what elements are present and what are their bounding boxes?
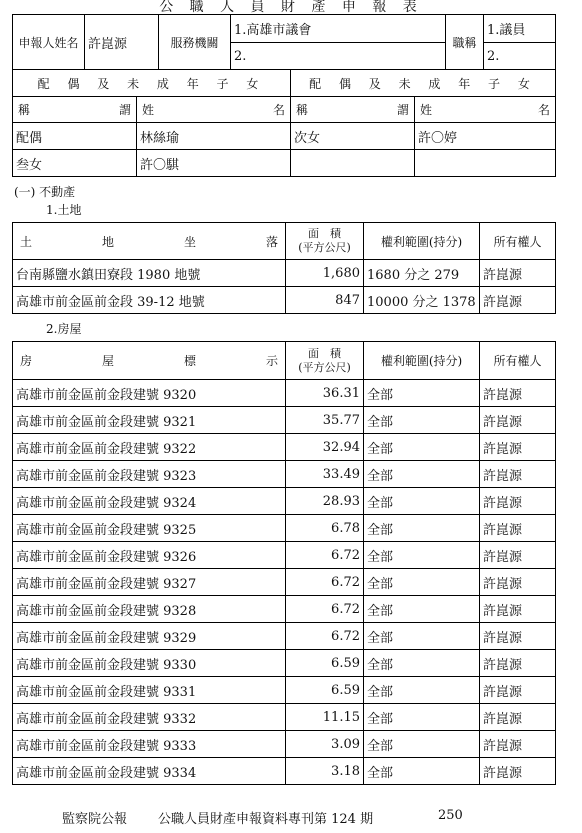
- family-name: [415, 150, 556, 177]
- col-relation-a: 稱: [18, 103, 31, 117]
- building-row: [13, 623, 556, 650]
- building-share: 全部: [364, 596, 480, 623]
- family-row: [13, 150, 556, 177]
- land-table: [12, 222, 556, 314]
- real-estate-heading: (一) 不動產: [14, 185, 76, 199]
- building-location: 高雄市前金區前金段建號 9329: [13, 623, 286, 650]
- building-area: 11.15: [286, 704, 364, 731]
- building-area: 32.94: [286, 434, 364, 461]
- building-share: 全部: [364, 515, 480, 542]
- declarant-name-label: 申報人姓名: [13, 15, 85, 70]
- family-relation: 次女: [291, 123, 415, 150]
- building-row: [13, 704, 556, 731]
- building-table: [12, 341, 556, 785]
- building-share: 全部: [364, 704, 480, 731]
- building-col-area-unit: (平方公尺): [298, 360, 351, 374]
- land-row: [13, 260, 556, 287]
- land-owner: 許崑源: [480, 260, 556, 287]
- land-col-loc-4: 落: [265, 234, 278, 249]
- building-area: 6.72: [286, 623, 364, 650]
- building-owner: 許崑源: [480, 407, 556, 434]
- family-name: 林絲瑜: [137, 123, 291, 150]
- family-section-label-left: 配 偶 及 未 成 年 子 女: [13, 70, 291, 97]
- building-share: 全部: [364, 650, 480, 677]
- building-row: [13, 731, 556, 758]
- building-row: [13, 650, 556, 677]
- building-area: 6.59: [286, 650, 364, 677]
- building-owner: 許崑源: [480, 461, 556, 488]
- building-location: 高雄市前金區前金段建號 9334: [13, 758, 286, 785]
- building-row: [13, 461, 556, 488]
- position-label: 職稱: [446, 15, 484, 70]
- land-area: 1,680: [286, 260, 364, 287]
- building-share: 全部: [364, 488, 480, 515]
- position-2: 2.: [484, 43, 556, 70]
- building-location: 高雄市前金區前金段建號 9327: [13, 569, 286, 596]
- land-row: [13, 287, 556, 314]
- building-location: 高雄市前金區前金段建號 9323: [13, 461, 286, 488]
- agency-label: 服務機關: [159, 15, 231, 70]
- building-row: [13, 677, 556, 704]
- building-share: 全部: [364, 434, 480, 461]
- building-area: 6.72: [286, 542, 364, 569]
- building-location: 高雄市前金區前金段建號 9332: [13, 704, 286, 731]
- position-1: 1.議員: [484, 15, 556, 43]
- building-owner: 許崑源: [480, 731, 556, 758]
- building-owner: 許崑源: [480, 380, 556, 407]
- building-row: [13, 758, 556, 785]
- building-share: 全部: [364, 380, 480, 407]
- building-share: 全部: [364, 461, 480, 488]
- building-row: [13, 515, 556, 542]
- land-col-area-unit: (平方公尺): [298, 241, 351, 254]
- building-location: 高雄市前金區前金段建號 9322: [13, 434, 286, 461]
- building-share: 全部: [364, 569, 480, 596]
- building-area: 6.59: [286, 677, 364, 704]
- family-table: [12, 69, 556, 177]
- building-share: 全部: [364, 758, 480, 785]
- land-col-loc-3: 坐: [183, 234, 196, 249]
- building-row: [13, 488, 556, 515]
- building-area: 3.09: [286, 731, 364, 758]
- document-title: 公 職 人 員 財 產 申 報 表: [159, 0, 423, 15]
- building-share: 全部: [364, 542, 480, 569]
- land-col-loc-1: 土: [20, 234, 33, 249]
- land-col-owner: 所有權人: [480, 223, 556, 260]
- building-share: 全部: [364, 623, 480, 650]
- building-col-area: 面 積: [308, 346, 341, 360]
- building-owner: 許崑源: [480, 515, 556, 542]
- building-area: 36.31: [286, 380, 364, 407]
- col-relation-a: 稱: [296, 103, 309, 117]
- building-location: 高雄市前金區前金段建號 9325: [13, 515, 286, 542]
- declarant-name: 許崑源: [85, 15, 159, 70]
- building-heading: 2.房屋: [46, 322, 82, 336]
- building-owner: 許崑源: [480, 623, 556, 650]
- building-owner: 許崑源: [480, 569, 556, 596]
- family-relation: [291, 150, 415, 177]
- declarant-table: [12, 14, 556, 70]
- building-row: [13, 569, 556, 596]
- building-row: [13, 434, 556, 461]
- land-heading: 1.土地: [46, 203, 82, 217]
- col-name-a: 姓: [420, 103, 433, 117]
- building-location: 高雄市前金區前金段建號 9326: [13, 542, 286, 569]
- col-relation-b: 謂: [118, 103, 131, 117]
- agency-2: 2.: [231, 43, 446, 70]
- building-col-loc-2: 屋: [101, 354, 114, 368]
- building-location: 高雄市前金區前金段建號 9333: [13, 731, 286, 758]
- building-area: 35.77: [286, 407, 364, 434]
- building-row: [13, 380, 556, 407]
- building-owner: 許崑源: [480, 758, 556, 785]
- land-col-share: 權利範圍(持分): [364, 223, 480, 260]
- land-area: 847: [286, 287, 364, 314]
- building-area: 6.72: [286, 569, 364, 596]
- footer-publisher: 監察院公報: [62, 812, 128, 827]
- building-owner: 許崑源: [480, 488, 556, 515]
- building-col-share: 權利範圍(持分): [364, 342, 480, 380]
- building-col-loc-1: 房: [20, 354, 33, 368]
- col-name-a: 姓: [142, 103, 155, 117]
- col-relation-b: 謂: [397, 103, 410, 117]
- family-relation: 叁女: [13, 150, 137, 177]
- land-col-loc-2: 地: [101, 234, 114, 249]
- land-col-area: 面 積: [308, 227, 341, 240]
- land-location: 台南縣鹽水鎮田寮段 1980 地號: [13, 260, 286, 287]
- building-location: 高雄市前金區前金段建號 9331: [13, 677, 286, 704]
- building-owner: 許崑源: [480, 677, 556, 704]
- family-name: 許〇婷: [415, 123, 556, 150]
- building-row: [13, 407, 556, 434]
- family-name: 許〇騏: [137, 150, 291, 177]
- building-share: 全部: [364, 731, 480, 758]
- col-name-b: 名: [538, 103, 551, 117]
- building-row: [13, 596, 556, 623]
- land-location: 高雄市前金區前金段 39-12 地號: [13, 287, 286, 314]
- building-owner: 許崑源: [480, 650, 556, 677]
- building-area: 6.78: [286, 515, 364, 542]
- building-location: 高雄市前金區前金段建號 9321: [13, 407, 286, 434]
- building-share: 全部: [364, 407, 480, 434]
- building-owner: 許崑源: [480, 542, 556, 569]
- building-area: 3.18: [286, 758, 364, 785]
- building-area: 33.49: [286, 461, 364, 488]
- building-row: [13, 542, 556, 569]
- land-share: 1680 分之 279: [364, 260, 480, 287]
- building-owner: 許崑源: [480, 704, 556, 731]
- col-name-b: 名: [273, 103, 286, 117]
- land-share: 10000 分之 1378: [364, 287, 480, 314]
- building-location: 高雄市前金區前金段建號 9328: [13, 596, 286, 623]
- building-owner: 許崑源: [480, 434, 556, 461]
- building-col-loc-4: 示: [265, 354, 278, 368]
- footer-publication: 公職人員財產申報資料專刊第 124 期: [158, 812, 374, 827]
- building-area: 28.93: [286, 488, 364, 515]
- agency-1: 1.高雄市議會: [231, 15, 446, 43]
- building-share: 全部: [364, 677, 480, 704]
- land-owner: 許崑源: [480, 287, 556, 314]
- building-location: 高雄市前金區前金段建號 9330: [13, 650, 286, 677]
- building-col-owner: 所有權人: [480, 342, 556, 380]
- building-location: 高雄市前金區前金段建號 9320: [13, 380, 286, 407]
- building-location: 高雄市前金區前金段建號 9324: [13, 488, 286, 515]
- building-area: 6.72: [286, 596, 364, 623]
- building-col-loc-3: 標: [183, 354, 196, 368]
- family-row: [13, 123, 556, 150]
- building-owner: 許崑源: [480, 596, 556, 623]
- family-section-label-right: 配 偶 及 未 成 年 子 女: [291, 70, 556, 97]
- footer-page-number: 250: [438, 808, 463, 823]
- family-relation: 配偶: [13, 123, 137, 150]
